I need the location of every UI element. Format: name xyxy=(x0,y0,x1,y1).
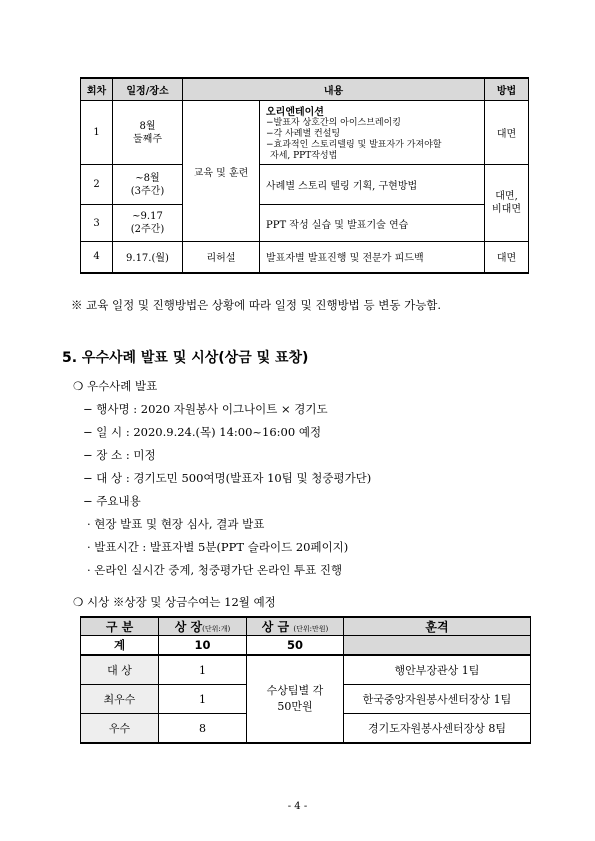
event-datetime: − 일 시 : 2020.9.24.(목) 14:00~16:00 예정 xyxy=(83,425,322,439)
award-category: 우수 xyxy=(81,714,159,744)
row-date: ~9.17 (2주간) xyxy=(113,205,183,242)
event-target: − 대 상 : 경기도민 500여명(발표자 10팀 및 청중평가단) xyxy=(83,471,372,485)
total-certificate: 10 xyxy=(159,636,247,656)
schedule-note: ※ 교육 일정 및 진행방법은 상황에 따라 일정 및 진행방법 등 변동 가능함. xyxy=(71,298,442,312)
sub-item: · 온라인 실시간 중계, 청중평가단 온라인 투표 진행 xyxy=(87,563,343,577)
col-header-prize: 상 금 (단위:만원) xyxy=(247,617,344,636)
col-header-date: 일정/장소 xyxy=(113,78,183,101)
prize-merged: 수상팀별 각 50만원 xyxy=(247,655,344,743)
presentation-heading: ❍ 우수사례 발표 xyxy=(73,379,158,393)
award-category: 대 상 xyxy=(81,655,159,685)
row-method: 대면 xyxy=(485,101,529,165)
row-date: 9.17.(월) xyxy=(113,242,183,273)
event-name: − 행사명 : 2020 자원봉사 이그나이트 × 경기도 xyxy=(83,402,328,416)
sub-item: · 현장 발표 및 현장 심사, 결과 발표 xyxy=(87,517,265,531)
event-main-content: − 주요내용 xyxy=(83,494,141,508)
row-date: ~8월 (3주간) xyxy=(113,165,183,205)
award-honor: 한국중앙자원봉사센터장상 1팀 xyxy=(344,685,531,714)
sub-item: · 발표시간 : 발표자별 5분(PPT 슬라이드 20페이지) xyxy=(87,540,349,554)
row-no: 4 xyxy=(81,242,113,273)
row-content: 발표자별 발표진행 및 전문가 피드백 xyxy=(260,242,485,273)
award-category: 최우수 xyxy=(81,685,159,714)
total-prize: 50 xyxy=(247,636,344,656)
row-date: 8월 둘째주 xyxy=(113,101,183,165)
col-header-content: 내용 xyxy=(183,78,485,101)
award-honor: 행안부장관상 1팀 xyxy=(344,655,531,685)
award-certificate: 1 xyxy=(159,655,247,685)
row-no: 1 xyxy=(81,101,113,165)
row-no: 2 xyxy=(81,165,113,205)
row-method: 대면 xyxy=(485,242,529,273)
col-header-certificate: 상 장(단위:개) xyxy=(159,617,247,636)
event-place: − 장 소 : 미정 xyxy=(83,448,156,462)
row-no: 3 xyxy=(81,205,113,242)
award-certificate: 1 xyxy=(159,685,247,714)
total-label: 계 xyxy=(81,636,159,656)
col-header-no: 회차 xyxy=(81,78,113,101)
col-header-method: 방법 xyxy=(485,78,529,101)
col-header-honor: 훈격 xyxy=(344,617,531,636)
page-number: - 4 - xyxy=(287,801,308,812)
place-merged: 교육 및 훈련 xyxy=(183,101,260,242)
total-blank xyxy=(344,636,531,656)
section-title: 5. 우수사례 발표 및 시상(상금 및 표창) xyxy=(62,350,309,366)
award-heading: ❍ 시상 ※상장 및 상금수여는 12월 예정 xyxy=(73,595,276,609)
col-header-category: 구 분 xyxy=(81,617,159,636)
row-content: PPT 작성 실습 및 발표기술 연습 xyxy=(260,205,485,242)
row-place: 리허설 xyxy=(183,242,260,273)
award-table xyxy=(80,616,531,744)
row-content: 사례별 스토리 텔링 기획, 구현방법 xyxy=(260,165,485,205)
award-certificate: 8 xyxy=(159,714,247,744)
method-merged: 대면, 비대면 xyxy=(485,165,529,242)
schedule-table xyxy=(80,77,529,274)
award-honor: 경기도자원봉사센터장상 8팀 xyxy=(344,714,531,744)
row-content: 오리엔테이션 −발표자 상호간의 아이스브레이킹 −각 사례별 컨설팅 −효과적인 스토리텔링 및 발표자가 가져야할 자세, PPT작성법 xyxy=(260,101,485,165)
